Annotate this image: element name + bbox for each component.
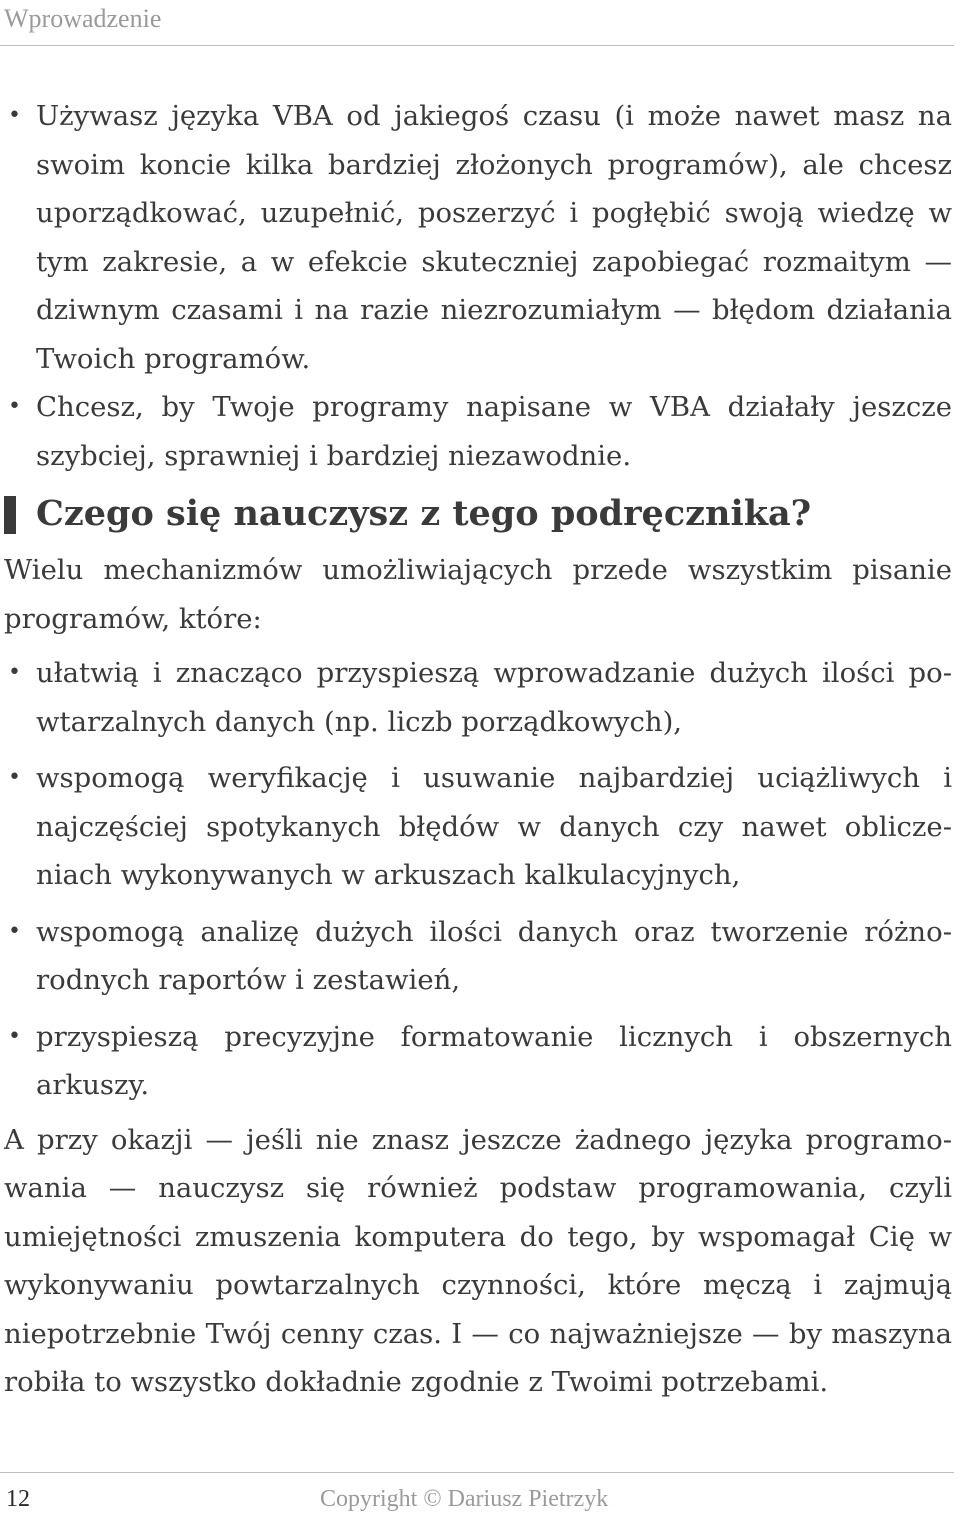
section-lead-paragraph: Wielu mechanizmów umożliwiających przede wszystkim pisanie programów, które: (4, 554, 952, 635)
intro-bullet-list (4, 92, 952, 480)
section-heading (4, 486, 952, 542)
header-divider (0, 45, 954, 46)
page-body (4, 92, 952, 1413)
running-header: Wprowadzenie (4, 4, 162, 33)
list-item: • wspomogą analizę dużych ilości danych oraz tworzenie różnorodnych raportów i zestawień, (4, 908, 952, 1005)
copyright-notice: Copyright © Dariusz Pietrzyk (320, 1486, 609, 1512)
list-item: • przyspieszą precyzyjne formatowanie licznych i obszernych arkuszy. (4, 1013, 952, 1110)
list-item: • ułatwią i znacząco przyspieszą wprowadzanie dużych ilości powtarzalnych danych (np. liczb porządkowych), (4, 649, 952, 746)
feature-bullet-list (4, 649, 952, 1110)
closing-paragraph: A przy okazji — jeśli nie znasz jeszcze żadnego języka programowania — nauczysz się również podstaw programowania, czyli umiejętności zmuszenia komputera do tego, by wspomagał Cię w wykonywaniu powtarzalnych czynności, które męczą i zajmują niepotrzebnie Twój cenny czas. I — co najważniejsze — by maszyna robiła to wszystko dokładnie zgodnie z Twoimi potrzebami. (4, 1123, 952, 1398)
heading-marker (4, 496, 16, 534)
footer-divider (0, 1472, 954, 1473)
list-item: • Chcesz, by Twoje programy napisane w VBA działały jeszcze szybciej, sprawniej i bardziej niezawodnie. (4, 383, 952, 480)
list-item: • wspomogą weryfikację i usuwanie najbardziej uciążliwych i najczęściej spotykanych błędów w danych czy nawet obliczeniach wykonywanych w arkuszach kalkulacyjnych, (4, 754, 952, 900)
page-number: 12 (6, 1486, 30, 1512)
list-item: • Używasz języka VBA od jakiegoś czasu (i może nawet masz na swoim koncie kilka bardziej złożonych programów), ale chcesz uporządkować, uzupełnić, poszerzyć i pogłębić swoją wiedzę w tym zakresie, a w efekcie skuteczniej zapobiegać rozmaitym — dziwnym czasami i na razie niezrozumiałym — błędom działania Twoich programów. (4, 92, 952, 383)
section-heading-text: Czego się nauczysz z tego podręcznika? (36, 493, 812, 534)
